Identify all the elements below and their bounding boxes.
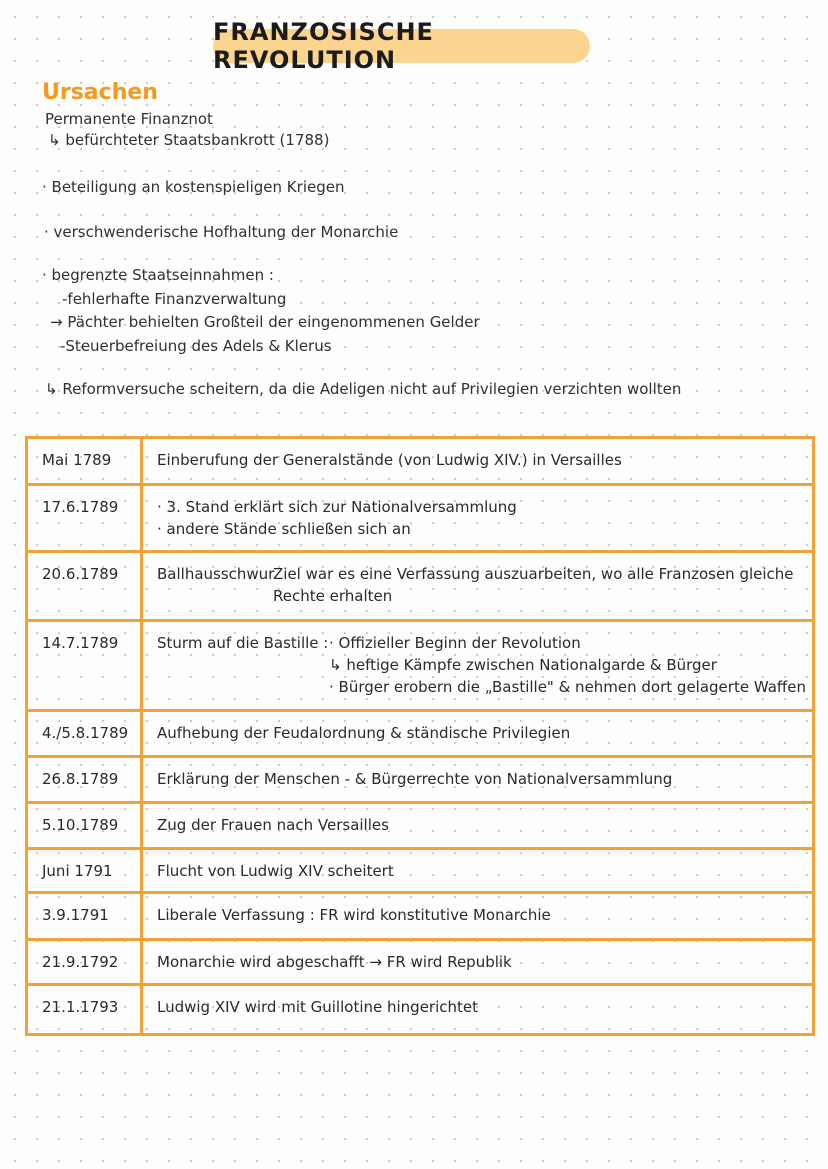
note-line: -fehlerhafte Finanzverwaltung <box>62 290 287 308</box>
page-title: FRANZOSISCHE REVOLUTION <box>213 18 434 74</box>
note-line: ↳ befürchteter Staatsbankrott (1788) <box>48 131 330 149</box>
event-line: Einberufung der Generalstände (von Ludwig XIV.) in Versailles <box>157 451 622 469</box>
row-event <box>143 894 812 938</box>
table-row <box>28 439 812 483</box>
title-highlight <box>213 18 590 74</box>
table-row <box>28 983 812 1033</box>
row-event <box>143 486 812 550</box>
note-line: · begrenzte Staatseinnahmen : <box>42 266 274 284</box>
row-event <box>143 986 812 1033</box>
timeline-table <box>25 436 815 1036</box>
note-line: ↳ Reformversuche scheitern, da die Adeligen nicht auf Privilegien verzichten wollten <box>45 380 682 398</box>
row-date: Mai 1789 <box>28 439 143 483</box>
event-line: Ziel war es eine Verfassung auszuarbeiten, wo alle Franzosen gleiche <box>273 565 794 583</box>
row-event <box>143 758 812 801</box>
event-line: Rechte erhalten <box>273 587 393 605</box>
row-event <box>143 804 812 847</box>
row-event <box>143 941 812 983</box>
row-date: 20.6.1789 <box>28 553 143 619</box>
table-row <box>28 938 812 983</box>
event-line: · 3. Stand erklärt sich zur Nationalversammlung <box>157 498 517 516</box>
event-line-with-label <box>157 563 812 585</box>
table-row <box>28 755 812 801</box>
row-date: 21.9.1792 <box>28 941 143 983</box>
note-line: · verschwenderische Hofhaltung der Monarchie <box>44 223 399 241</box>
row-date: 17.6.1789 <box>28 486 143 550</box>
table-row <box>28 619 812 709</box>
row-date: 14.7.1789 <box>28 622 143 709</box>
event-label: Sturm auf die Bastille : <box>157 634 329 652</box>
row-event <box>143 850 812 891</box>
row-event <box>143 622 812 709</box>
event-line: · andere Stände schließen sich an <box>157 520 411 538</box>
row-event <box>143 439 812 483</box>
event-line: Monarchie wird abgeschafft → FR wird Republik <box>157 953 512 971</box>
event-line: · Offizieller Beginn der Revolution <box>329 634 581 652</box>
table-row <box>28 550 812 619</box>
event-line: · Bürger erobern die „Bastille" & nehmen dort gelagerte Waffen <box>329 678 806 696</box>
row-event <box>143 553 812 619</box>
event-line: Ludwig XIV wird mit Guillotine hingerichtet <box>157 998 479 1016</box>
note-line: · Beteiligung an kostenspieligen Kriegen <box>42 178 345 196</box>
event-line: Flucht von Ludwig XIV scheitert <box>157 862 394 880</box>
event-line: Zug der Frauen nach Versailles <box>157 816 389 834</box>
event-line: Aufhebung der Feudalordnung & ständische Privilegien <box>157 724 571 742</box>
section-heading: Ursachen <box>42 80 158 105</box>
event-label: Ballhausschwur <box>157 565 275 583</box>
row-date: Juni 1791 <box>28 850 143 891</box>
row-date: 3.9.1791 <box>28 894 143 938</box>
note-line: Permanente Finanznot <box>45 110 213 128</box>
row-event <box>143 712 812 755</box>
note-line: -Steuerbefreiung des Adels & Klerus <box>60 337 332 355</box>
table-row <box>28 891 812 938</box>
row-date: 4./5.8.1789 <box>28 712 143 755</box>
table-row <box>28 709 812 755</box>
event-line: Liberale Verfassung : FR wird konstitutive Monarchie <box>157 906 551 924</box>
row-date: 21.1.1793 <box>28 986 143 1033</box>
event-line: Erklärung der Menschen - & Bürgerrechte von Nationalversammlung <box>157 770 673 788</box>
row-date: 5.10.1789 <box>28 804 143 847</box>
note-line: → Pächter behielten Großteil der eingenommenen Gelder <box>50 313 480 331</box>
event-line: ↳ heftige Kämpfe zwischen Nationalgarde & Bürger <box>329 656 717 674</box>
table-row <box>28 483 812 550</box>
row-date: 26.8.1789 <box>28 758 143 801</box>
event-line-with-label <box>157 632 812 654</box>
table-row <box>28 801 812 847</box>
table-row <box>28 847 812 891</box>
